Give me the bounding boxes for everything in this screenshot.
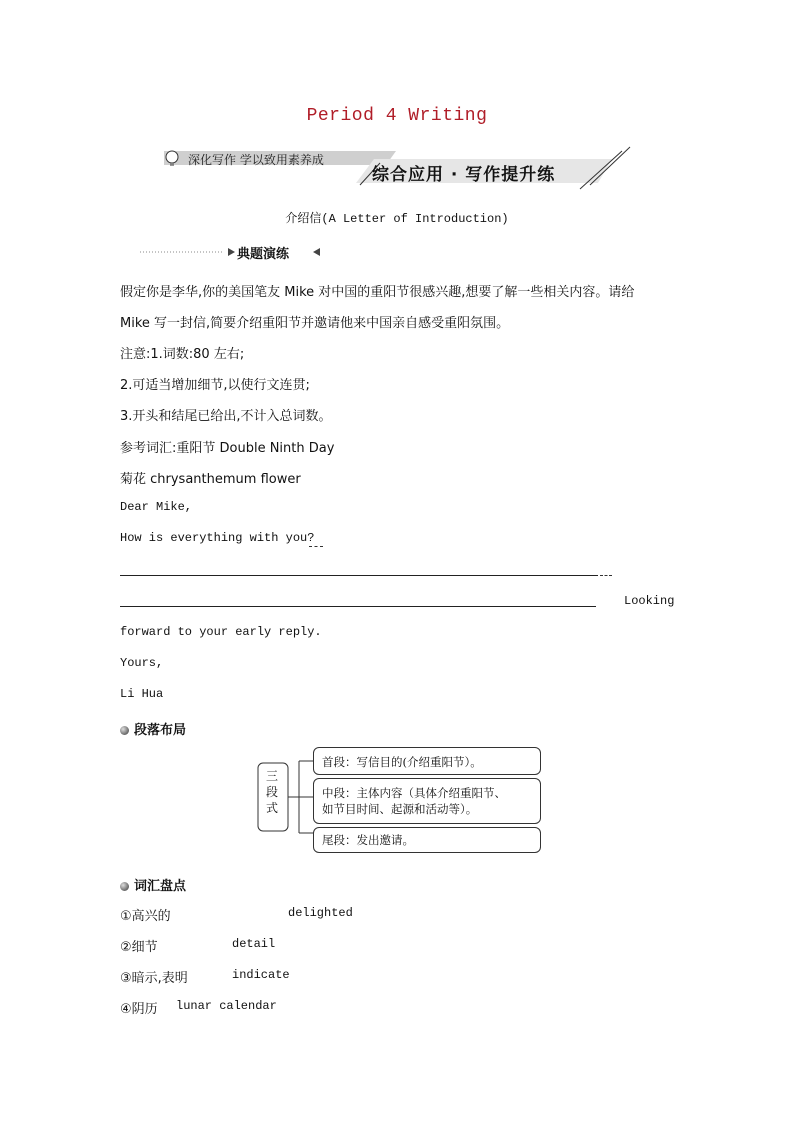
section-heading: 典题演练: [237, 247, 290, 262]
banner-right-text: 综合应用 · 写作提升练: [372, 165, 556, 185]
vocab-item-zh: ④阴历: [120, 1002, 158, 1017]
vocab-item-zh: ②细节: [120, 940, 158, 955]
outline-box-last: 尾段：发出邀请。: [313, 827, 541, 853]
vocab-item-zh: ③暗示,表明: [120, 971, 188, 986]
outline-box-middle: 中段：主体内容（具体介绍重阳节、 如节目时间、起源和活动等）。: [313, 778, 541, 824]
outline-box-first: 首段：写信目的(介绍重阳节）。: [313, 747, 541, 775]
vocab-item-en: lunar calendar: [176, 999, 277, 1013]
vocab-item-en: detail: [232, 937, 276, 951]
bullet-icon: [120, 882, 129, 891]
letter-closing-rest: forward to your early reply.: [120, 625, 322, 639]
note-line1: 注意:1.词数:80 左右;: [120, 347, 245, 362]
bullet-icon: [120, 726, 129, 735]
vocab-item-en: delighted: [288, 906, 353, 920]
writing-line-1[interactable]: [120, 575, 598, 576]
note-line2: 2.可适当增加细节,以使行文连贯;: [120, 378, 310, 393]
layout-heading: 段落布局: [120, 719, 186, 738]
page-title: Period 4 Writing: [306, 106, 488, 126]
banner-left-text: 深化写作 学以致用素养成: [188, 153, 324, 167]
letter-name: Li Hua: [120, 687, 164, 701]
subtitle: 介绍信(A Letter of Introduction): [285, 212, 509, 226]
vocab-hint-line2: 菊花 chrysanthemum flower: [120, 472, 301, 487]
vocab-heading: 词汇盘点: [120, 875, 186, 894]
task-paragraph-line1: 假定你是李华,你的美国笔友 Mike 对中国的重阳节很感兴趣,想要了解一些相关内容。请给: [120, 285, 635, 300]
letter-signoff: Yours,: [120, 656, 164, 670]
vocab-hint-line1: 参考词汇:重阳节 Double Ninth Day: [120, 441, 335, 456]
writing-dash: [309, 546, 323, 547]
letter-opening: How is everything with you?: [120, 531, 315, 545]
vocab-item-zh: ①高兴的: [120, 909, 171, 924]
task-paragraph-line2: Mike 写一封信,简要介绍重阳节并邀请他来中国亲自感受重阳氛围。: [120, 316, 510, 331]
bracket-label: 三段式: [265, 769, 278, 815]
vocab-item-en: indicate: [232, 968, 290, 982]
triangle-right-icon: [228, 248, 235, 256]
letter-closing-start: Looking: [624, 594, 675, 608]
letter-greeting: Dear Mike,: [120, 500, 193, 514]
writing-line-2[interactable]: [120, 606, 596, 607]
writing-dash-2: [600, 575, 612, 576]
note-line3: 3.开头和结尾已给出,不计入总词数。: [120, 409, 332, 424]
triangle-left-icon: [313, 248, 320, 256]
